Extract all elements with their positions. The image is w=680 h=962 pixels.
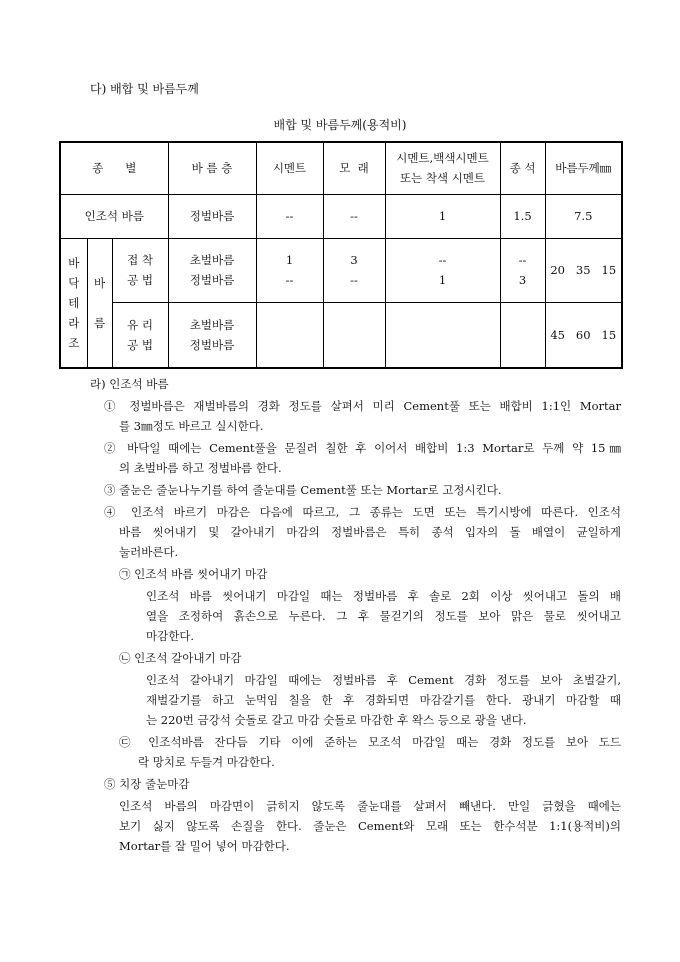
row-artificial-type: 인조석 바름 (60, 194, 168, 238)
bonded-method-line: 공 법 (127, 273, 153, 287)
section-heading-mix: 다) 배합 및 바름두께 (90, 82, 199, 96)
bonded-white-cement (385, 238, 500, 302)
item5-body-line: 보기 싫지 않도록 손질을 한다. 줄눈은 Cement와 모래 또는 한수석분 1:1(용적비)의 (119, 819, 621, 833)
row-artificial-cement: -- (256, 194, 323, 238)
separated-method-line: 공 법 (127, 337, 153, 352)
separated-layers (168, 302, 256, 368)
separated-white-cement (385, 302, 500, 368)
bonded-layer: 정벌바름 (189, 273, 235, 287)
floor-terrazzo-char: 라 (68, 315, 80, 330)
header-stone: 종 석 (500, 142, 545, 194)
sub-c-line: ㉢ 인조석바름 잔다듬 기타 이에 준하는 모조석 마감일 때는 경화 정도를 보아 도드 (119, 735, 621, 749)
item4-line: ④ 인조석 바르기 마감은 다음에 따르고, 그 종류는 도면 또는 특기시방에 따른다. 인조석 (104, 505, 621, 519)
header-white-cement-line1: 시멘트,백색시멘트 (396, 151, 489, 166)
sub-a-title: ㉠ 인조석 바름 씻어내기 마감 (119, 567, 268, 581)
item2-line: ② 바닥일 때에는 Cement풀을 문질러 칠한 후 이어서 배합비 1:3 Mortar로 두께 약 15㎜ (104, 441, 621, 455)
row-artificial-thickness: 7.5 (545, 194, 622, 238)
bonded-white-cement-value: 1 (438, 273, 447, 287)
item5-body-line: Mortar를 잘 밀어 넣어 마감한다. (119, 839, 290, 853)
sub-b-title: ㉡ 인조석 갈아내기 마감 (119, 651, 242, 665)
separated-layer: 정벌바름 (189, 337, 235, 352)
bonded-layers (168, 238, 256, 302)
row-artificial-sand: -- (323, 194, 385, 238)
sub-b-body-line: 인조석 갈아내기 마감일 때에는 정벌바름 후 Cement 경화 정도를 보아 초벌갈기, (146, 673, 621, 687)
item4-line: 바름 씻어내기 및 갈아내기 마감의 정벌바름은 특히 종석 입자의 돌 배열이 균일하게 (119, 525, 621, 539)
sub-a-body-line: 열을 조정하여 흙손으로 누른다. 그 후 물걷기의 정도를 보아 맑은 물로 씻어내고 (146, 609, 621, 623)
header-type: 종 별 (60, 142, 168, 194)
item1-line: 를 3㎜정도 바르고 실시한다. (119, 419, 264, 433)
floor-terrazzo-char: 조 (68, 335, 80, 350)
item4-line: 눌러바른다. (119, 545, 179, 559)
item1-line: ① 정벌바름은 재벌바름의 경화 정도를 살펴서 미리 Cement풀 또는 배합비 1:1인 Mortar (104, 399, 621, 413)
section-heading-artificial-stone: 라) 인조석 바름 (90, 377, 169, 391)
bonded-cement-value: -- (285, 273, 294, 287)
bareum-char: 바 (93, 275, 106, 290)
separated-method-line: 유 리 (127, 317, 153, 332)
bonded-cement (256, 238, 323, 302)
table-caption: 배합 및 바름두께(용적비) (273, 118, 407, 132)
header-thickness: 바름두께㎜ (545, 142, 622, 194)
separated-thickness: 45 60 15 (545, 302, 622, 368)
bonded-layer: 초벌바름 (189, 253, 235, 267)
mix-ratio-table (59, 141, 623, 369)
item5-body-line: 인조석 바름의 마감면이 긁히지 않도록 줄눈대를 살펴서 빼낸다. 만일 긁혔을 때에는 (119, 799, 621, 813)
row-artificial-white-cement: 1 (385, 194, 500, 238)
separated-cement (256, 302, 323, 368)
header-layer: 바 름 층 (168, 142, 256, 194)
header-white-cement (385, 142, 500, 194)
row-artificial-stone: 1.5 (500, 194, 545, 238)
bonded-stone-value: 3 (518, 273, 527, 287)
sub-a-body-line: 마감한다. (146, 629, 195, 643)
bonded-cement-value: 1 (285, 253, 294, 267)
bonded-white-cement-value: -- (438, 253, 447, 267)
bonded-sand-value: -- (350, 273, 358, 287)
header-cement: 시멘트 (256, 142, 323, 194)
floor-terrazzo-char: 바 (68, 255, 80, 270)
item2-line: 의 초벌바름 하고 정벌바름 한다. (119, 461, 282, 475)
row-artificial-layer: 정벌바름 (168, 194, 256, 238)
bareum-label (87, 238, 112, 368)
sub-c-line: 락 망치로 두들겨 마감한다. (138, 755, 275, 769)
separated-method (112, 302, 168, 368)
bonded-stone (500, 238, 545, 302)
bonded-thickness: 20 35 15 (545, 238, 622, 302)
floor-terrazzo-char: 테 (68, 295, 80, 310)
item5-title: ⑤ 치장 줄눈마감 (104, 777, 190, 791)
bonded-method-line: 접 착 (127, 253, 153, 267)
floor-terrazzo-char: 닥 (68, 275, 80, 290)
sub-b-body-line: 는 220번 금강석 숫돌로 갈고 마감 숫돌로 마감한 후 왁스 등으로 광을 낸다. (146, 713, 527, 727)
item3-line: ③ 줄눈은 줄눈나누기를 하여 줄눈대를 Cement풀 또는 Mortar로 고정시킨다. (104, 483, 502, 497)
separated-layer: 초벌바름 (189, 317, 235, 332)
separated-stone (500, 302, 545, 368)
header-sand: 모 래 (323, 142, 385, 194)
bareum-char: 름 (93, 315, 106, 330)
bonded-stone-value: -- (518, 253, 527, 267)
bonded-method (112, 238, 168, 302)
bonded-sand (323, 238, 385, 302)
sub-b-body-line: 재벌갈기를 하고 눈먹임 칠을 한 후 경화되면 마감갈기를 한다. 광내기 마감할 때 (146, 693, 621, 707)
separated-sand (323, 302, 385, 368)
header-white-cement-line2: 또는 착색 시멘트 (399, 171, 486, 186)
sub-a-body-line: 인조석 바름 씻어내기 마감일 때는 정벌바름 후 솔로 2회 이상 씻어내고 돌의 배 (146, 589, 621, 603)
bonded-sand-value: 3 (350, 253, 358, 267)
floor-terrazzo-label (60, 238, 87, 368)
